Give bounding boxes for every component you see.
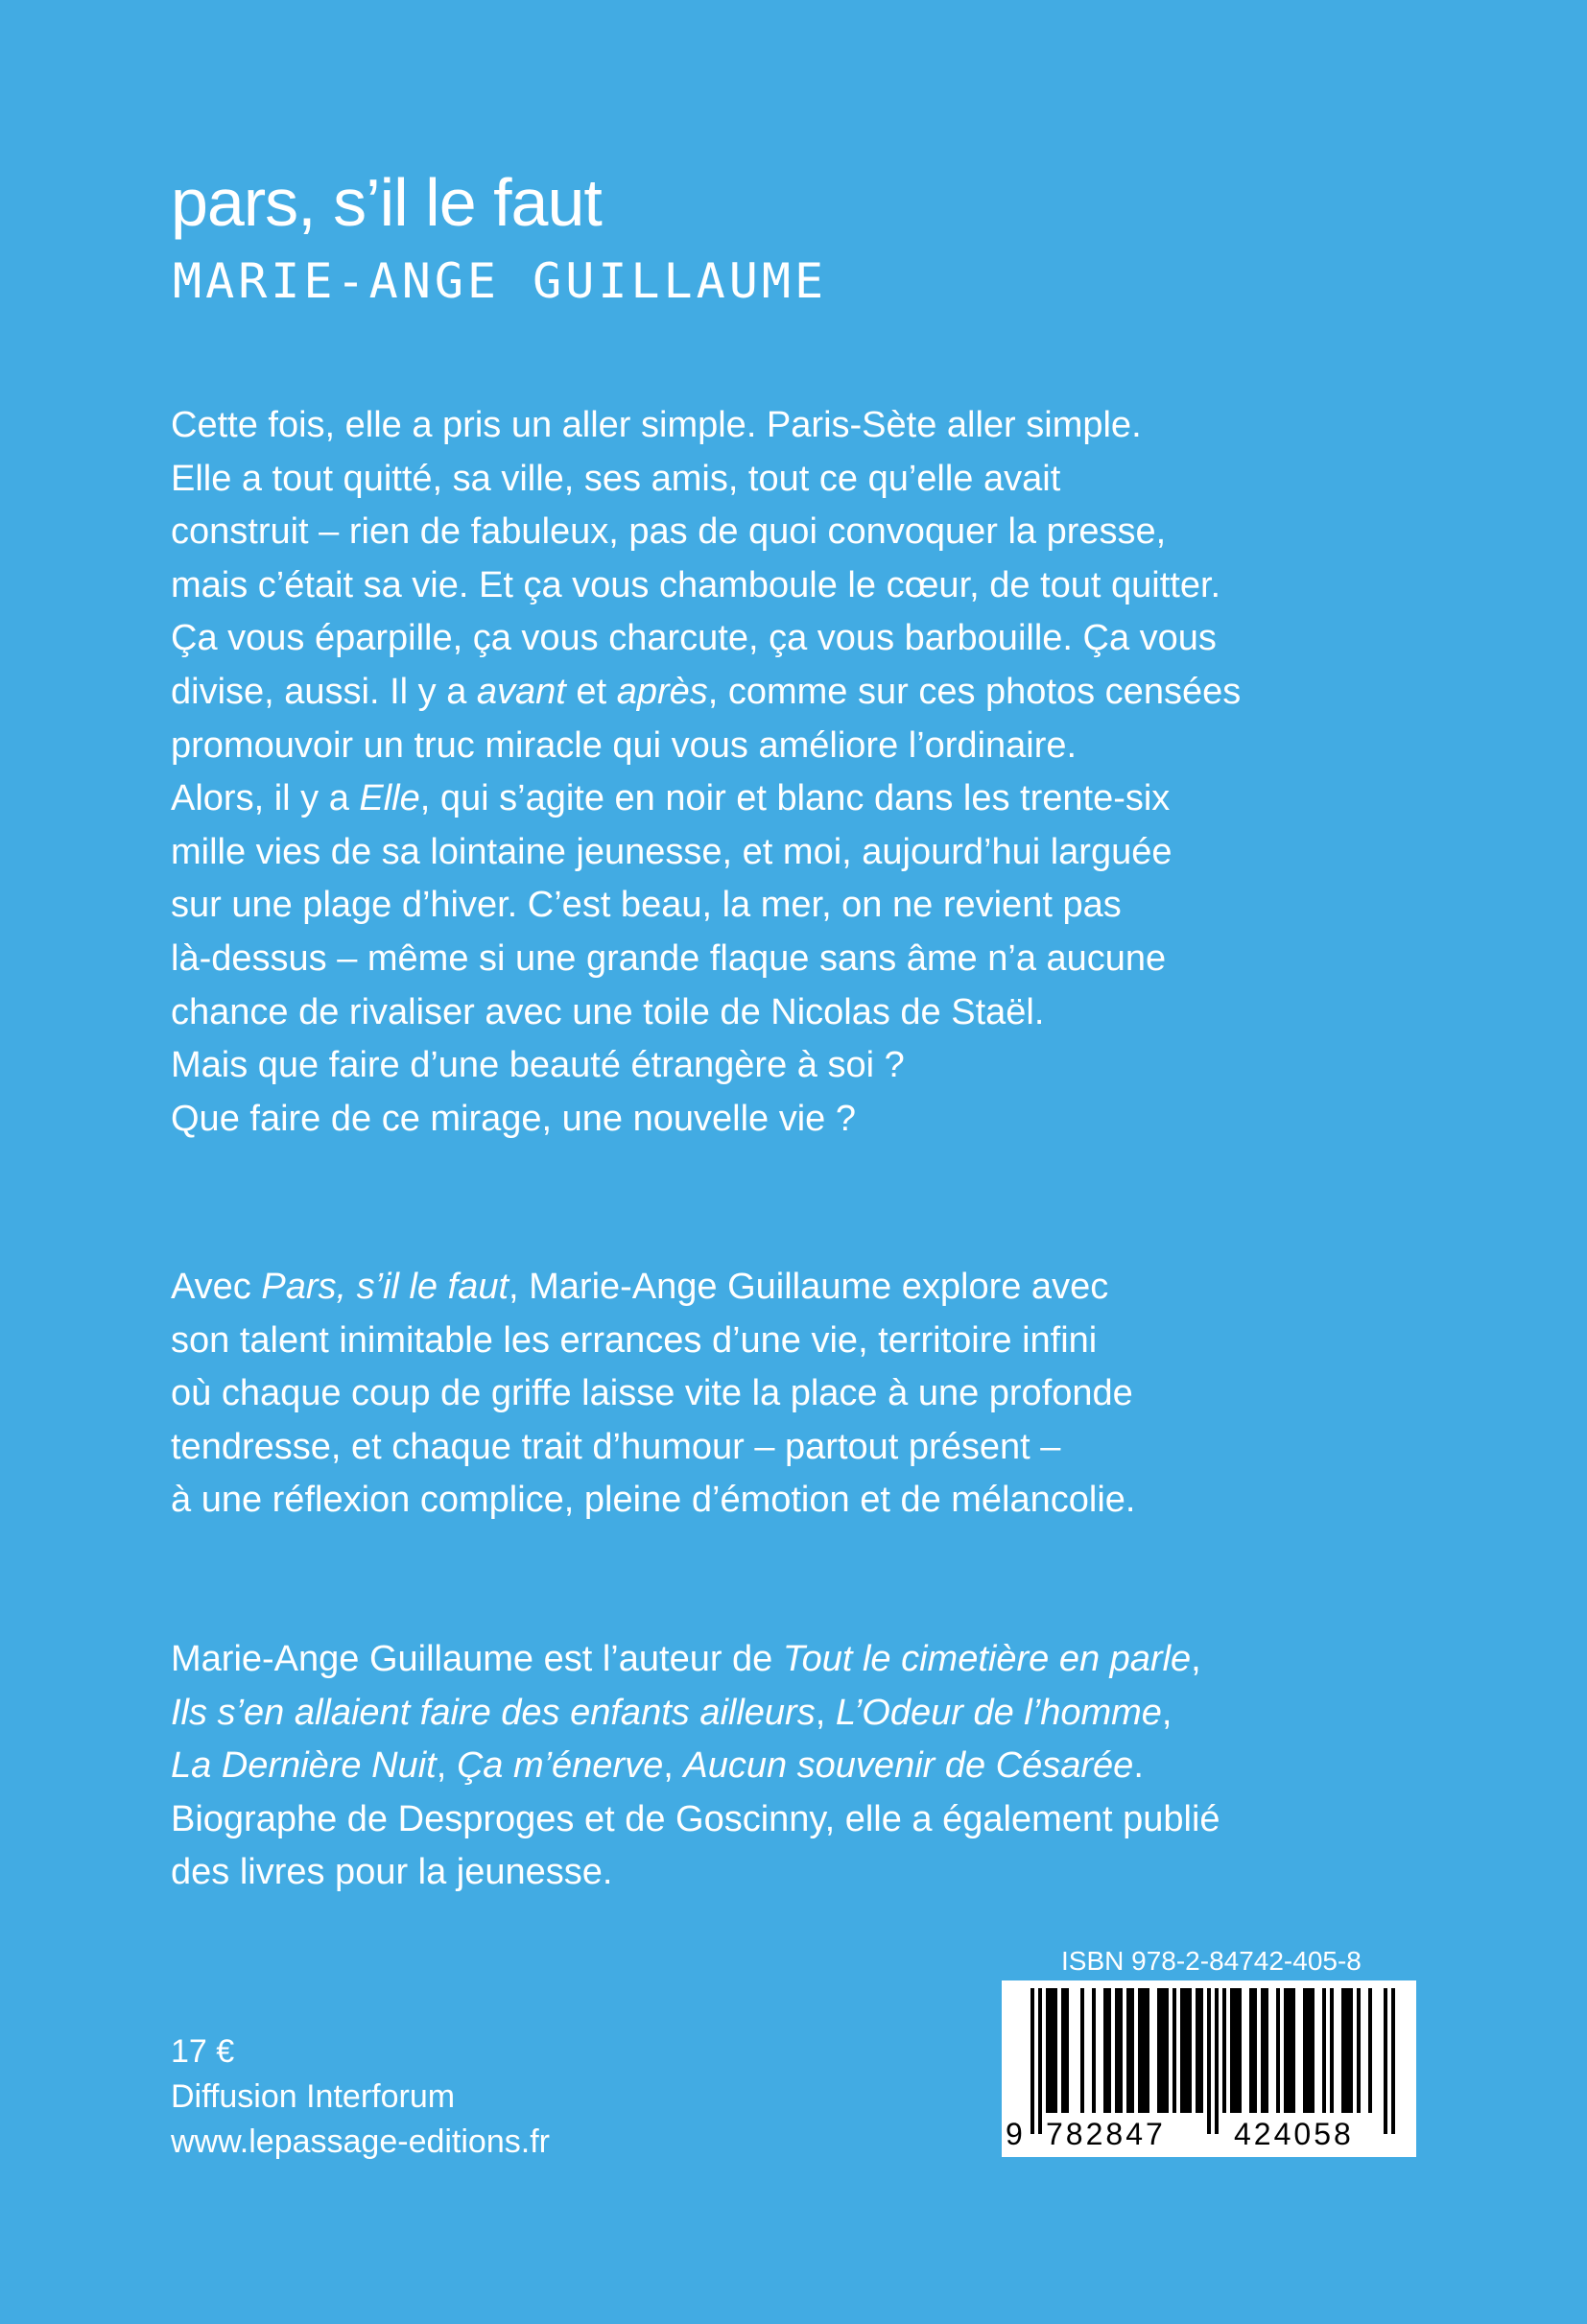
barcode-bar xyxy=(1054,1988,1057,2113)
barcode-bar xyxy=(1196,1988,1199,2113)
text-run: Mais que faire d’une beauté étrangère à soi ? xyxy=(171,1045,905,1086)
text-line xyxy=(171,1740,1220,1793)
barcode-bar xyxy=(1345,1988,1349,2113)
italic-text: Tout le cimetière en parle xyxy=(782,1639,1192,1679)
barcode-bar xyxy=(1188,1988,1192,2113)
barcode-bar xyxy=(1261,1988,1265,2113)
barcode-bar xyxy=(1311,1988,1315,2113)
text-run: construit – rien de fabuleux, pas de quoi convoquer la presse, xyxy=(171,511,1167,553)
text-line xyxy=(171,1687,1220,1741)
text-line xyxy=(171,1367,1135,1421)
text-run: Cette fois, elle a pris un aller simple. Paris-Sète aller simple. xyxy=(171,405,1142,445)
barcode-bar xyxy=(1238,1988,1242,2113)
barcode-bar xyxy=(1172,1988,1176,2113)
text-line xyxy=(171,1261,1135,1315)
price: 17 € xyxy=(171,2033,235,2070)
text-run: Alors, il y a xyxy=(171,778,360,819)
text-line xyxy=(171,826,1241,880)
text-line xyxy=(171,1039,1241,1093)
barcode-bar xyxy=(1161,1988,1165,2113)
barcode-bar xyxy=(1330,1988,1334,2113)
text-run: divise, aussi. Il y a xyxy=(171,671,477,712)
text-run: , xyxy=(1161,1692,1172,1733)
barcode-bar xyxy=(1184,1988,1188,2113)
text-line xyxy=(171,720,1241,773)
text-run: tendresse, et chaque trait d’humour – partout présent – xyxy=(171,1426,1061,1467)
text-run: promouvoir un truc miracle qui vous améliore l’ordinaire. xyxy=(171,724,1078,766)
barcode-bar xyxy=(1303,1988,1307,2113)
barcode-first-digit: 9 xyxy=(1006,2117,1023,2151)
barcode-bar xyxy=(1215,1988,1219,2134)
barcode-bar xyxy=(1357,1988,1361,2113)
barcode-bar xyxy=(1265,1988,1268,2113)
italic-text: Pars, s’il le faut xyxy=(261,1267,509,1307)
italic-text: Elle xyxy=(359,778,420,819)
barcode-bar xyxy=(1384,1988,1387,2134)
text-run: Biographe de Desproges et de Goscinny, elle a également publié xyxy=(171,1798,1220,1839)
italic-text: Ils s’en allaient faire des enfants ailleurs xyxy=(171,1692,816,1733)
text-run: Avec xyxy=(171,1267,262,1307)
barcode-bar xyxy=(1288,1988,1291,2113)
barcode-bar xyxy=(1391,1988,1395,2134)
text-line xyxy=(171,612,1241,666)
text-run: chance de rivaliser avec une toile de Nicolas de Staël. xyxy=(171,991,1045,1032)
barcode-bar xyxy=(1276,1988,1280,2113)
barcode-bar xyxy=(1322,1988,1326,2113)
text-run: Marie-Ange Guillaume est l’auteur de xyxy=(171,1639,783,1679)
text-run: Elle a tout quitté, sa ville, ses amis, tout ce qu’elle avait xyxy=(171,458,1061,499)
barcode-bar xyxy=(1349,1988,1353,2113)
text-line xyxy=(171,399,1241,453)
barcode-right-group: 424058 xyxy=(1234,2117,1354,2151)
text-run: , comme sur ces photos censées xyxy=(707,671,1242,712)
italic-text: après xyxy=(616,671,708,712)
text-line xyxy=(171,879,1241,933)
barcode-bar xyxy=(1291,1988,1295,2113)
text-run: Que faire de ce mirage, une nouvelle vie ? xyxy=(171,1098,856,1139)
text-run: sur une plage d’hiver. C’est beau, la mer, on ne revient pas xyxy=(171,885,1122,926)
text-line xyxy=(171,666,1241,720)
barcode-bar xyxy=(1222,1988,1226,2113)
text-run: où chaque coup de griffe laisse vite la place à une profonde xyxy=(171,1373,1133,1414)
barcode-bar xyxy=(1046,1988,1050,2113)
blurb-paragraph-2 xyxy=(171,1261,1135,1528)
barcode-bar xyxy=(1038,1988,1042,2134)
text-run: là-dessus – même si une grande flaque sans âme n’a aucune xyxy=(171,937,1167,979)
publisher-footer xyxy=(171,2029,550,2165)
barcode-bar xyxy=(1115,1988,1119,2113)
barcode-bar xyxy=(1119,1988,1123,2113)
text-line xyxy=(171,986,1241,1040)
italic-text: Ça m’énerve xyxy=(456,1745,664,1787)
italic-text: La Dernière Nuit xyxy=(171,1745,437,1787)
barcode-bar xyxy=(1368,1988,1372,2113)
italic-text: avant xyxy=(476,671,566,712)
text-run: son talent inimitable les errances d’une vie, territoire infini xyxy=(171,1319,1098,1361)
barcode-bar xyxy=(1065,1988,1069,2113)
text-line xyxy=(171,772,1241,826)
barcode-bar xyxy=(1107,1988,1111,2113)
barcode-bar xyxy=(1130,1988,1134,2113)
text-run: , xyxy=(1191,1639,1201,1679)
barcode-bar xyxy=(1234,1988,1238,2113)
text-line xyxy=(171,1315,1135,1368)
text-line xyxy=(171,1474,1135,1528)
text-line xyxy=(171,506,1241,559)
text-run: à une réflexion complice, pleine d’émotion et de mélancolie. xyxy=(171,1480,1136,1521)
isbn-barcode xyxy=(1002,1980,1416,2157)
text-run: des livres pour la jeunesse. xyxy=(171,1852,613,1893)
barcode-bar xyxy=(1030,1988,1034,2134)
text-run: , xyxy=(815,1692,836,1733)
text-line xyxy=(171,1421,1135,1475)
barcode-bar xyxy=(1138,1988,1142,2113)
barcode-bar xyxy=(1199,1988,1203,2113)
barcode-bar xyxy=(1080,1988,1084,2113)
italic-text: Aucun souvenir de Césarée xyxy=(683,1745,1134,1787)
text-run: , xyxy=(436,1745,457,1787)
barcode-bar xyxy=(1284,1988,1288,2113)
barcode-bar xyxy=(1249,1988,1253,2113)
blurb-paragraph-1 xyxy=(171,399,1241,1146)
text-line xyxy=(171,1093,1241,1147)
barcode-bar xyxy=(1157,1988,1161,2113)
barcode-bar xyxy=(1092,1988,1096,2113)
barcode-bar xyxy=(1142,1988,1146,2113)
text-run: , xyxy=(663,1745,684,1787)
barcode-bar xyxy=(1341,1988,1345,2113)
distribution: Diffusion Interforum xyxy=(171,2078,456,2115)
barcode-bar xyxy=(1253,1988,1257,2113)
text-run: mille vies de sa lointaine jeunesse, et moi, aujourd’hui larguée xyxy=(171,831,1172,872)
barcode-bar xyxy=(1126,1988,1130,2113)
barcode-left-group: 782847 xyxy=(1046,2117,1166,2151)
barcode-bar xyxy=(1230,1988,1234,2113)
isbn-label: ISBN 978-2-84742-405-8 xyxy=(1061,1946,1362,1976)
book-title: pars, s’il le faut xyxy=(171,165,602,240)
author-bio-paragraph xyxy=(171,1633,1220,1900)
text-line xyxy=(171,453,1241,507)
text-line xyxy=(171,933,1241,986)
text-run: , qui s’agite en noir et blanc dans les trente-six xyxy=(419,778,1171,819)
text-line xyxy=(171,1633,1220,1687)
barcode-bar xyxy=(1061,1988,1065,2113)
website: www.lepassage-editions.fr xyxy=(171,2123,550,2160)
text-line xyxy=(171,1793,1220,1847)
text-run: Ça vous éparpille, ça vous charcute, ça vous barbouille. Ça vous xyxy=(171,618,1217,659)
barcode-bar xyxy=(1165,1988,1169,2113)
text-line xyxy=(171,1846,1220,1900)
text-run: mais c’était sa vie. Et ça vous chamboule le cœur, de tout quitter. xyxy=(171,564,1221,605)
text-run: et xyxy=(565,671,617,712)
barcode-bar xyxy=(1050,1988,1054,2113)
text-line xyxy=(171,559,1241,613)
italic-text: L’Odeur de l’homme xyxy=(835,1692,1162,1733)
barcode-bar xyxy=(1103,1988,1107,2113)
text-run: . xyxy=(1133,1745,1144,1787)
barcode-bar xyxy=(1180,1988,1184,2113)
text-run: , Marie-Ange Guillaume explore avec xyxy=(509,1267,1109,1307)
author-name: MARIE-ANGE GUILLAUME xyxy=(173,253,828,309)
barcode-bar xyxy=(1307,1988,1311,2113)
barcode-bar xyxy=(1146,1988,1149,2113)
barcode-digits xyxy=(1002,2115,1416,2153)
barcode-bar xyxy=(1207,1988,1211,2134)
